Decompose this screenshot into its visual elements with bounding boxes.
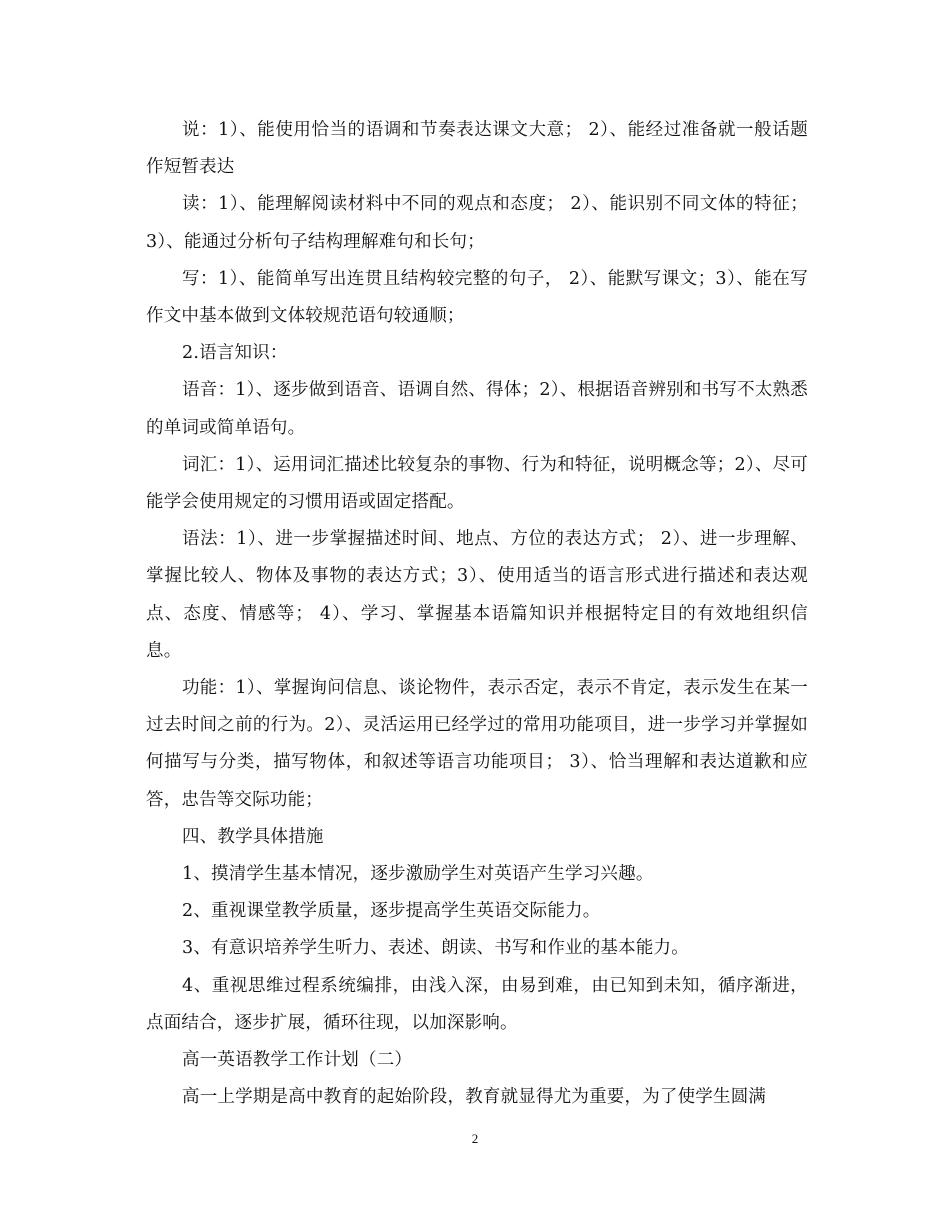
measure-item-1: 1、摸清学生基本情况，逐步激励学生对英语产生学习兴趣。 (182, 864, 654, 885)
measure-item-4: 4、重视思维过程系统编排，由浅入深，由易到难，由已知到未知，循序渐进，点面结合，逐步扩展，循环往现，以加深影响。 (146, 975, 808, 1033)
page-number: 2 (471, 1131, 479, 1146)
section-heading-teaching-measures: 四、教学具体措施 (182, 826, 324, 847)
document-body (146, 112, 808, 1116)
paragraph-reading: 读：1）、能理解阅读材料中不同的观点和态度； 2）、能识别不同文体的特征； 3）、能通过分析句子结构理解难句和长句； (146, 194, 808, 252)
paragraph-writing: 写：1）、能简单写出连贯且结构较完整的句子， 2）、能默写课文；3）、能在写作文中基本做到文体较规范语句较通顺； (146, 268, 808, 327)
section-heading-plan-two: 高一英语教学工作计划（二） (182, 1050, 413, 1071)
paragraph-pronunciation: 语音：1）、逐步做到语音、语调自然、得体；2）、根据语音辨别和书写不太熟悉的单词或简单语句。 (146, 380, 808, 438)
paragraph-grammar: 语法：1）、进一步掌握描述时间、地点、方位的表达方式； 2）、进一步理解、掌握比较人、物体及事物的表达方式；3）、使用适当的语言形式进行描述和表达观点、态度、情感等； 4）、学习、掌握基本语篇知识并根据特定目的有效地组织信息。 (146, 529, 808, 661)
measure-item-2: 2、重视课堂教学质量，逐步提高学生英语交际能力。 (182, 901, 601, 922)
measure-item-3: 3、有意识培养学生听力、表述、朗读、书写和作业的基本能力。 (182, 938, 689, 959)
paragraph-vocabulary: 词汇：1）、运用词汇描述比较复杂的事物、行为和特征，说明概念等；2）、尽可能学会使用规定的习惯用语或固定搭配。 (146, 454, 808, 513)
paragraph-functions: 功能：1）、掌握询问信息、谈论物件，表示否定，表示不肯定，表示发生在某一过去时间之前的行为。2）、灵活运用已经学过的常用功能项目，进一步学习并掌握如何描写与分类，描写物体，和叙述等语言功能项目； 3）、恰当理解和表达道歉和应答，忠告等交际功能； (146, 678, 808, 810)
paragraph-plan-two-intro: 高一上学期是高中教育的起始阶段，教育就显得尤为重要，为了使学生圆满 (182, 1087, 767, 1108)
paragraph-speaking: 说：1）、能使用恰当的语调和节奏表达课文大意； 2）、能经过准备就一般话题作短暂表达 (146, 120, 808, 178)
section-heading-language-knowledge: 2.语言知识： (182, 343, 288, 364)
